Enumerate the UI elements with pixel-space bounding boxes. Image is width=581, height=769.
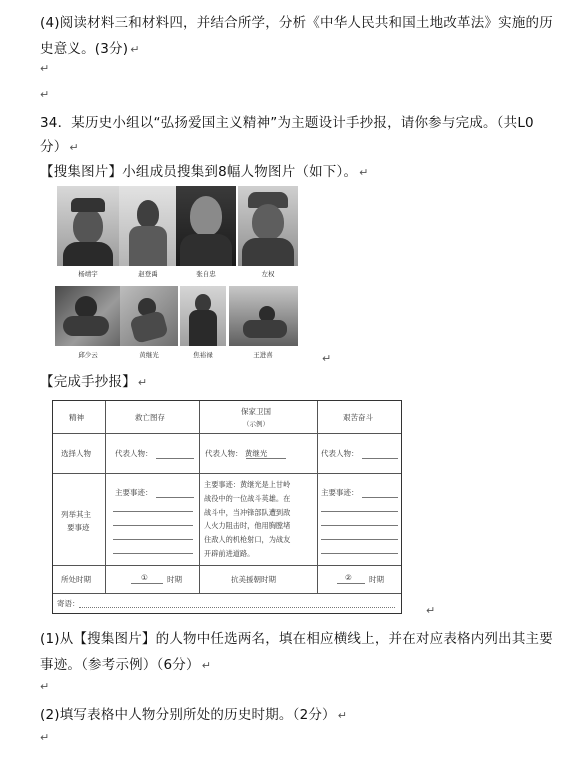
row-select-person: 选择人物: [61, 449, 91, 458]
header-example-note: （示例）: [243, 420, 269, 428]
sub-question-1-line-2: 事迹。（参考示例）（6分） ↵: [40, 657, 212, 673]
deeds-label-save: 主要事迹：: [115, 488, 153, 497]
paragraph-mark: ↵: [426, 604, 436, 617]
row-period: 所处时期: [61, 575, 91, 584]
paragraph-mark: ↵: [137, 376, 148, 389]
photo-zhang-zizhong: [176, 186, 236, 266]
caption-jiao-yulu: 焦裕禄: [193, 351, 213, 359]
sub-question-2-line: (2)填写表格中人物分别所处的历史时期。（2分） ↵: [40, 707, 348, 723]
photo-zuo-quan: [238, 186, 298, 266]
paragraph-mark: ↵: [69, 141, 79, 154]
caption-zuo-quan: 左权: [261, 270, 275, 278]
period-2-number: ②: [345, 573, 352, 582]
period-1-suffix: 时期: [167, 575, 182, 584]
row-deeds-2: 要事迹: [67, 523, 90, 532]
caption-zhang-zizhong: 张自忠: [196, 270, 216, 278]
caption-wang-jinxi: 王进喜: [253, 351, 273, 359]
paragraph-mark: ↵: [201, 659, 212, 672]
q4-line-1: (4)阅读材料三和材料四，并结合所学，分析《中华人民共和国土地改革法》实施的历: [40, 15, 553, 31]
period-example: 抗美援朝时期: [231, 575, 276, 584]
header-spirit: 精神: [69, 413, 84, 422]
q34-line-2: 分） ↵: [40, 139, 79, 155]
photo-jiao-yulu: [180, 286, 226, 346]
q34-line-1: 34．某历史小组以“弘扬爱国主义精神”为主题设计手抄报，请你参与完成。（共L0: [40, 115, 534, 131]
caption-huang-jiguang: 黄继光: [139, 351, 159, 359]
example-deeds: 主要事迹：黄继光是上甘岭 战役中的一位战斗英雄。在 战斗中，当冲锋部队遭到敌 人火力阻击时，他用胸膛堵 住敌人的机枪射口，为战友 开辟前进道路。: [204, 480, 291, 558]
deeds-label-hard: 主要事迹：: [321, 488, 359, 497]
header-hard-work: 艰苦奋斗: [343, 413, 373, 422]
header-defend-country: 保家卫国: [241, 407, 271, 416]
photo-zhao-dengyu: [119, 186, 176, 266]
row-deeds-1: 列举其主: [61, 510, 91, 519]
caption-zhao-dengyu: 赵登禹: [138, 270, 158, 278]
newspaper-table: [52, 400, 402, 614]
complete-newspaper-line: 【完成手抄报】 ↵: [40, 374, 148, 390]
photo-yang-jingyu: [57, 186, 119, 266]
paragraph-mark: ↵: [40, 731, 50, 744]
rep-example-defend: 代表人物： 黄继光: [205, 449, 268, 458]
paragraph-mark: ↵: [130, 43, 140, 56]
caption-yang-jingyu: 杨靖宇: [78, 270, 98, 278]
period-2-suffix: 时期: [369, 575, 384, 584]
paragraph-mark: ↵: [40, 680, 50, 693]
rep-label-hard: 代表人物：: [321, 449, 359, 458]
caption-qiu-shaoyun: 邱少云: [78, 351, 98, 359]
paragraph-mark: ↵: [40, 62, 50, 75]
sub-question-1-line-1: (1)从【搜集图片】的人物中任选两名，填在相应横线上，并在对应表格内列出其主要: [40, 631, 553, 647]
photo-qiu-shaoyun: [55, 286, 120, 346]
paragraph-mark: ↵: [337, 709, 348, 722]
message-label: 寄语：: [57, 599, 80, 608]
period-1-number: ①: [141, 573, 148, 582]
photo-huang-jiguang: [120, 286, 178, 346]
paragraph-mark: ↵: [322, 352, 332, 365]
q4-line-2: 史意义。(3分) ↵: [40, 41, 140, 57]
rep-label-save: 代表人物：: [115, 449, 153, 458]
search-pictures-line: 【搜集图片】小组成员搜集到8幅人物图片（如下）。 ↵: [40, 164, 369, 180]
header-save-nation: 救亡图存: [135, 413, 165, 422]
paragraph-mark: ↵: [359, 166, 369, 179]
paragraph-mark: ↵: [40, 88, 50, 101]
photo-wang-jinxi: [229, 286, 298, 346]
